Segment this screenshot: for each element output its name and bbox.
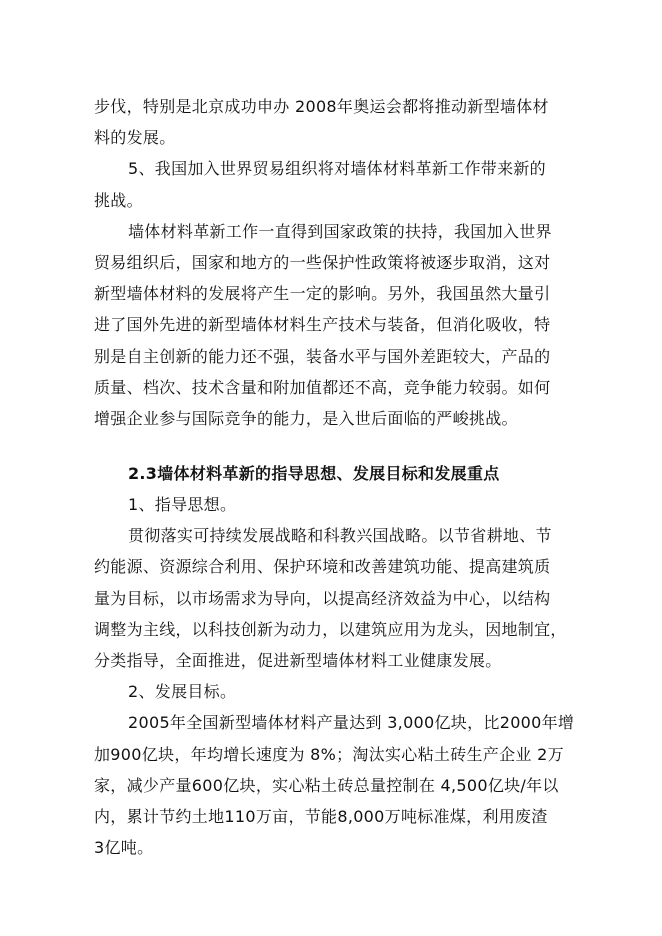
paragraph-line: 墙体材料革新工作一直得到国家政策的扶持，我国加入世界 bbox=[128, 221, 552, 241]
paragraph-line: 调整为主线，以科技创新为动力，以建筑应用为龙头，因地制宜， bbox=[94, 619, 567, 639]
paragraph-line: 贯彻落实可持续发展战略和科教兴国战略。以节省耕地、节 bbox=[128, 526, 552, 546]
paragraph-line: 分类指导，全面推进，促进新型墙体材料工业健康发展。 bbox=[94, 651, 502, 670]
document-body bbox=[94, 94, 575, 866]
section-heading: 2.3墙体材料革新的指导思想、发展目标和发展重点 bbox=[128, 463, 500, 483]
paragraph-line: 加900亿块，年均增长速度为 8%；淘汰实心粘土砖生产企业 2万 bbox=[94, 744, 564, 764]
paragraph-line: 增强企业参与国际竞争的能力，是入世后面临的严峻挑战。 bbox=[94, 408, 518, 428]
paragraph-line: 挑战。 bbox=[94, 190, 143, 210]
paragraph-line: 约能源、资源综合利用、保护环境和改善建筑功能、提高建筑质 bbox=[94, 557, 551, 577]
paragraph-line: 步伐，特别是北京成功申办 2008年奥运会都将推动新型墙体材 bbox=[94, 97, 549, 116]
paragraph-line: 贸易组织后，国家和地方的一些保护性政策将被逐步取消，这对 bbox=[94, 252, 551, 272]
paragraph-line: 进了国外先进的新型墙体材料生产技术与装备，但消化吸收，特 bbox=[94, 315, 551, 335]
paragraph-line: 5、我国加入世界贸易组织将对墙体材料革新工作带来新的 bbox=[128, 159, 546, 179]
paragraph-line: 2005年全国新型墙体材料产量达到 3,000亿块，比2000年增 bbox=[128, 713, 575, 733]
paragraph-line: 质量、档次、技术含量和附加值都还不高，竞争能力较弱。如何 bbox=[94, 377, 551, 397]
paragraph-line: 新型墙体材料的发展将产生一定的影响。另外，我国虽然大量引 bbox=[94, 284, 551, 304]
paragraph-line: 1、指导思想。 bbox=[128, 495, 237, 515]
paragraph-line: 3亿吨。 bbox=[94, 838, 154, 858]
paragraph-line: 量为目标，以市场需求为导向，以提高经济效益为中心，以结构 bbox=[94, 588, 551, 608]
paragraph-line: 别是自主创新的能力还不强，装备水平与国外差距较大，产品的 bbox=[94, 346, 551, 366]
paragraph-line: 料的发展。 bbox=[94, 128, 176, 148]
paragraph-line: 2、发展目标。 bbox=[128, 682, 237, 702]
paragraph-line: 家，减少产量600亿块，实心粘土砖总量控制在 4,500亿块/年以 bbox=[94, 775, 559, 795]
paragraph-line: 内，累计节约土地110万亩，节能8,000万吨标准煤，利用废渣 bbox=[94, 806, 548, 826]
